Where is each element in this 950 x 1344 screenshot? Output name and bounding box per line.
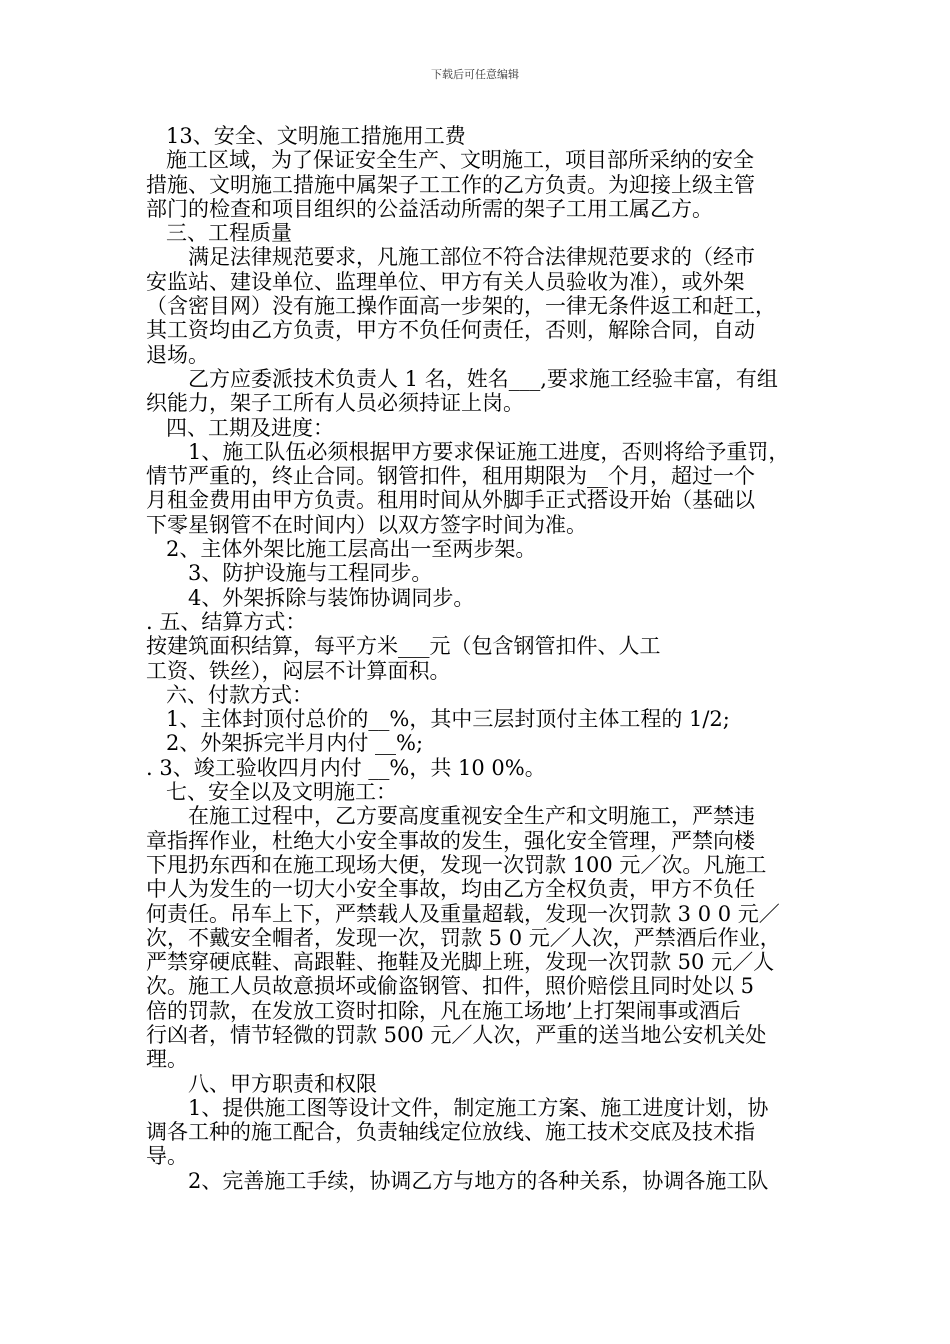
text-line: 13、安全、文明施工措施用工费: [166, 124, 466, 148]
text-line: 调各工种的施工配合，负责轴线定位放线、施工技术交底及技术指: [146, 1120, 755, 1145]
text-line: 部门的检查和项目组织的公益活动所需的架子工用工属乙方。: [146, 196, 713, 221]
text-line: 何责任。吊车上下，严禁载人及重量超载，发现一次罚款 3 0 0 元／: [146, 901, 780, 926]
text-line: 织能力，架子工所有人员必须持证上岗。: [146, 391, 524, 416]
text-line: 按建筑面积结算，每平方米___元（包含钢管扣件、人工: [146, 634, 661, 659]
text-line: 2、主体外架比施工层高出一至两步架。: [166, 537, 537, 562]
text-line: 其工资均由乙方负责，甲方不负任何责任，否则，解除合同，自动: [146, 318, 755, 343]
text-line: 在施工过程中，乙方要高度重视安全生产和文明施工，严禁违: [188, 804, 755, 829]
text-line: 乙方应委派技术负责人 1 名，姓名___,要求施工经验丰富，有组: [188, 366, 778, 391]
text-line: 三、工程质量: [166, 221, 292, 246]
text-line: 2、外架拆完半月内付 __%;: [166, 731, 424, 756]
document-body: [146, 124, 816, 1193]
text-line: 2、完善施工手续，协调乙方与地方的各种关系，协调各施工队: [188, 1168, 769, 1193]
text-line: 安监站、建设单位、监理单位、甲方有关人员验收为准），或外架: [146, 269, 745, 294]
text-line: 1、主体封顶付总价的__%，其中三层封顶付主体工程的 1/2;: [166, 707, 730, 732]
text-line: 施工区域，为了保证安全生产、文明施工，项目部所采纳的安全: [166, 148, 754, 173]
text-line: 次，不戴安全帽者，发现一次，罚款 5 0 元／人次，严禁酒后作业，: [146, 925, 781, 950]
text-line: 下零星钢管不在时间内）以双方签字时间为准。: [146, 512, 587, 537]
text-line: 理。: [146, 1047, 188, 1072]
text-line: 行凶者，情节轻微的罚款 500 元／人次，严重的送当地公安机关处: [146, 1022, 767, 1047]
text-line: 严禁穿硬底鞋、高跟鞋、拖鞋及光脚上班，发现一次罚款 50 元／人: [146, 950, 775, 975]
text-line: 工资、铁丝），闷层不计算面积。: [146, 658, 451, 683]
text-line: 倍的罚款，在发放工资时扣除，凡在施工场地’上打架闹事或酒后: [146, 998, 741, 1023]
text-line: 导。: [146, 1144, 188, 1169]
text-line: 月租金费用由甲方负责。租用时间从外脚手正式搭设开始（基础以: [146, 488, 755, 513]
text-line: 措施、文明施工措施中属架子工工作的乙方负责。为迎接上级主管: [146, 172, 755, 197]
text-line: 下甩扔东西和在施工现场大便，发现一次罚款 100 元／次。凡施工: [146, 852, 767, 877]
text-line: . 3、竣工验收四月内付 __%，共 10 0%。: [146, 755, 546, 780]
text-line: 八、甲方职责和权限: [188, 1071, 377, 1096]
text-line: 满足法律规范要求，凡施工部位不符合法律规范要求的（经市: [188, 245, 755, 270]
text-line: 四、工期及进度：: [166, 415, 334, 440]
text-line: 章指挥作业，杜绝大小安全事故的发生，强化安全管理，严禁向楼: [146, 828, 755, 853]
text-line: （含密目网）没有施工操作面高一步架的，一律无条件返工和赶工，: [146, 294, 776, 319]
text-line: 六、付款方式：: [166, 682, 313, 707]
text-line: 4、外架拆除与装饰协调同步。: [188, 585, 475, 610]
text-line: 1、施工队伍必须根据甲方要求保证施工进度，否则将给予重罚，: [188, 439, 790, 464]
text-line: 1、提供施工图等设计文件，制定施工方案、施工进度计划，协: [188, 1095, 769, 1120]
text-line: 退场。: [146, 342, 209, 367]
text-line: . 五、结算方式：: [146, 609, 307, 634]
text-line: 3、防护设施与工程同步。: [188, 561, 433, 586]
text-line: 情节严重的，终止合同。钢管扣件，租用期限为__个月，超过一个: [146, 464, 755, 489]
text-line: 中人为发生的一切大小安全事故，均由乙方全权负责，甲方不负任: [146, 877, 755, 902]
text-line: 七、安全以及文明施工：: [166, 780, 397, 805]
text-line: 次。施工人员故意损坏或偷盗钢管、扣件，照价赔偿且同时处以 5: [146, 974, 755, 999]
page-header: 下载后可任意编辑: [431, 68, 519, 81]
